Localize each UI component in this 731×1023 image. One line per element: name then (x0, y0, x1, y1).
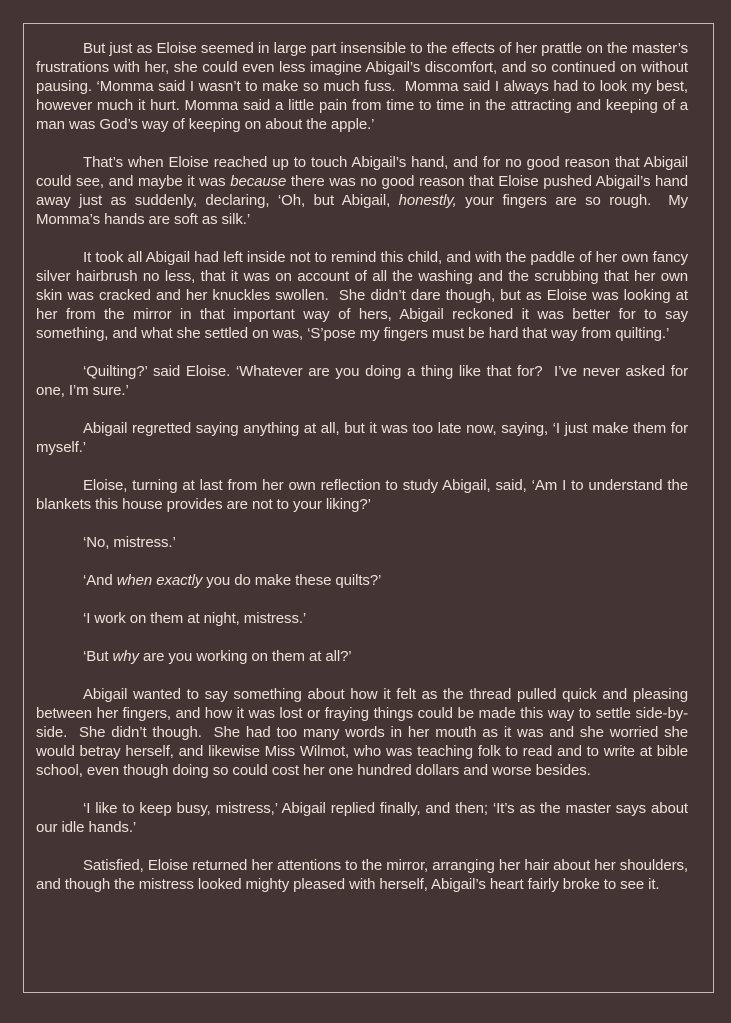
italic-text-segment: when exactly (116, 572, 203, 589)
text-segment: ‘Quilting?’ said Eloise. ‘Whatever are you doing a thing like that for? I’ve never asked for one, I’m sure.’ (36, 363, 693, 399)
text-segment: ‘I work on them at night, mistress.’ (83, 610, 307, 627)
text-segment: That’s when Eloise reached up to touch Abigail’s hand, and for no good reason that Abigail could see, and maybe it was (36, 154, 693, 190)
paragraph (36, 153, 693, 229)
page-frame (23, 23, 714, 993)
text-segment: ‘I like to keep busy, mistress,’ Abigail replied finally, and then; ‘It’s as the master says about our idle hands.’ (36, 800, 693, 836)
paragraph (36, 609, 688, 628)
paragraph (36, 39, 693, 134)
text-segment: Satisfied, Eloise returned her attentions to the mirror, arranging her hair about her shoulders, and though the mistress looked mighty pleased with herself, Abigail’s heart fairly broke to see it. (36, 857, 693, 893)
text-segment: your fingers are so rough. My Momma’s hands are soft as silk.’ (36, 192, 693, 228)
italic-text-segment: because (230, 173, 287, 190)
text-segment: there was no good reason that Eloise pushed Abigail’s hand away just as suddenly, declaring, ‘Oh, but Abigail, (36, 173, 693, 209)
paragraph (36, 419, 693, 457)
text-segment: ‘No, mistress.’ (83, 534, 176, 551)
text-segment: Abigail wanted to say something about how it felt as the thread pulled quick and pleasing between her fingers, and how it was lost or fraying things could be made this way to settle side-by-side. She didn’t though. She had too many words in her mouth as it was and she worried she would betray herself, and likewise Miss Wilmot, who was teaching folk to read and to write at bible school, even though doing so could cost her one hundred dollars and worse besides. (36, 686, 693, 779)
text-segment: ‘But (83, 648, 113, 665)
paragraph (36, 685, 693, 780)
paragraph (36, 533, 688, 552)
paragraph (36, 476, 693, 514)
paragraph (36, 362, 693, 400)
paragraph (36, 571, 688, 590)
italic-text-segment: why (112, 648, 139, 665)
paragraph (36, 799, 693, 837)
text-segment: Eloise, turning at last from her own reflection to study Abigail, said, ‘Am I to understand the blankets this house provides are not to your liking?’ (36, 477, 693, 513)
paragraph (36, 856, 693, 894)
text-segment: Abigail regretted saying anything at all, but it was too late now, saying, ‘I just make them for myself.’ (36, 420, 693, 456)
text-segment: you do make these quilts?’ (202, 572, 382, 589)
italic-text-segment: honestly, (398, 192, 457, 209)
paragraph (36, 647, 688, 666)
text-segment: It took all Abigail had left inside not to remind this child, and with the paddle of her own fancy silver hairbrush no less, that it was on account of all the washing and the scrubbing that her own skin was cracked and her knuckles swollen. She didn’t dare though, but as Eloise was looking at her from the mirror in that important way of hers, Abigail reckoned it was better for to say something, and what she settled on was, ‘S’pose my fingers must be hard that way from quilting.’ (36, 249, 693, 342)
text-segment: But just as Eloise seemed in large part insensible to the effects of her prattle on the master’s frustrations with her, she could even less imagine Abigail’s discomfort, and so continued on without pausing. ‘Momma said I wasn’t to make so much fuss. Momma said I always had to look my best, however much it hurt. Momma said a little pain from time to time in the attracting and keeping of a man was God’s way of keeping on about the apple.’ (36, 40, 693, 133)
text-segment: are you working on them at all?’ (138, 648, 352, 665)
text-column (24, 24, 713, 894)
paragraph (36, 248, 693, 343)
text-segment: ‘And (83, 572, 117, 589)
